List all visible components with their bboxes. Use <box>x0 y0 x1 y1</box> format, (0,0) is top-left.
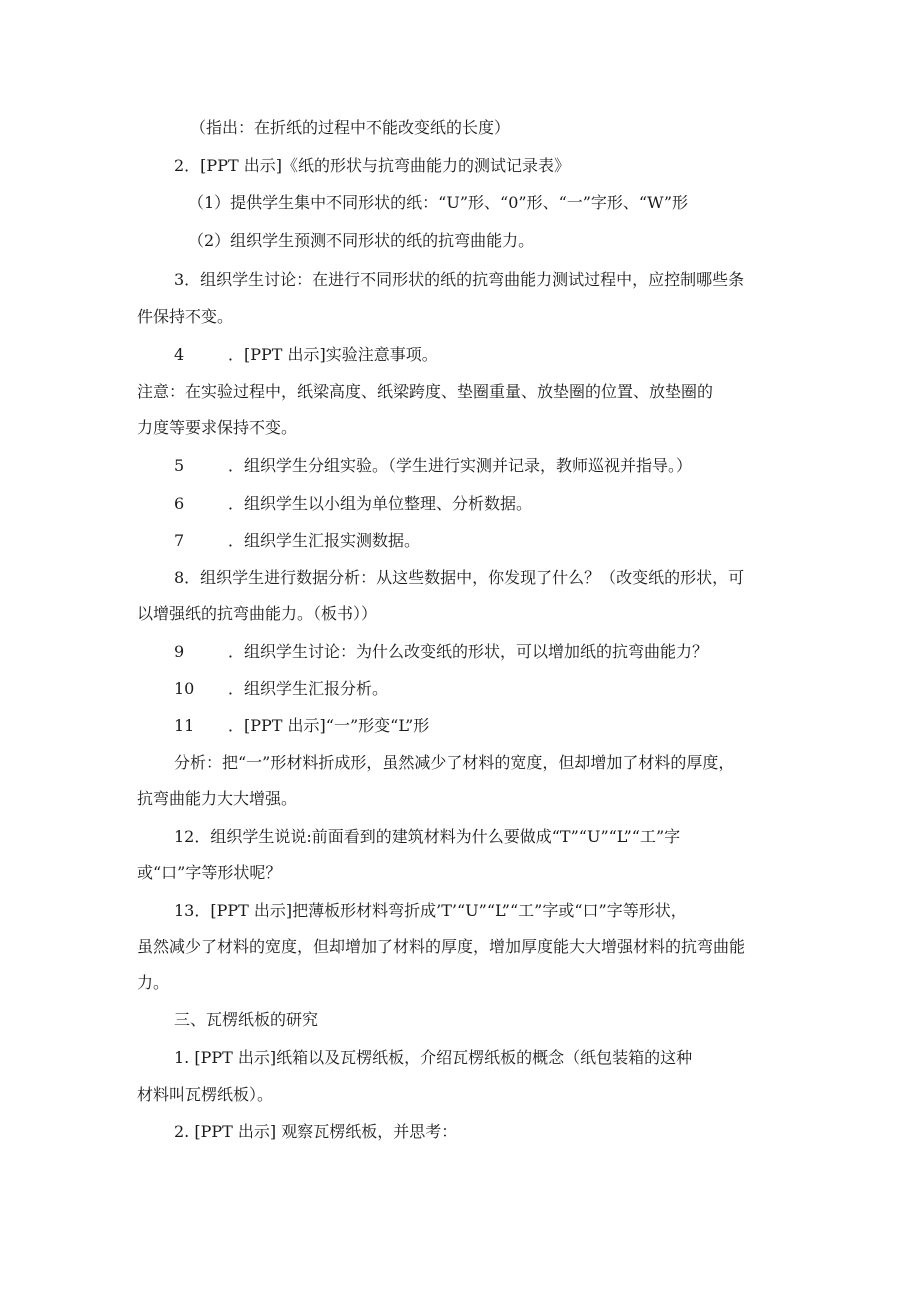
item-number: 6 <box>174 494 185 513</box>
paragraph-line: 件保持不变。 <box>137 307 234 326</box>
item-text: ．组织学生汇报分析。 <box>228 679 389 698</box>
paragraph-line: 12．组织学生说说:前面看到的建筑材料为什么要做成“T”“U”“L”“工”字 <box>174 827 681 846</box>
paragraph-line: 抗弯曲能力大大增强。 <box>137 789 298 808</box>
paragraph-line: 材料叫瓦楞纸板）。 <box>137 1085 274 1104</box>
item-number: 10 <box>174 679 195 698</box>
item-number: 11 <box>174 716 195 735</box>
paragraph-line: 分析：把“一”形材料折成形，虽然减少了材料的宽度，但却增加了材料的厚度， <box>174 753 735 772</box>
paragraph-line: 力。 <box>137 973 170 992</box>
numbered-item <box>174 345 438 365</box>
item-number: 7 <box>174 531 185 550</box>
paragraph-line: （2）组织学生预测不同形状的纸的抗弯曲能力。 <box>188 231 535 250</box>
paragraph-line: （指出：在折纸的过程中不能改变纸的长度） <box>190 118 511 137</box>
item-text: ．组织学生汇报实测数据。 <box>228 531 421 550</box>
item-number: 4 <box>174 345 185 364</box>
item-text: ．组织学生以小组为单位整理、分析数据。 <box>228 494 533 513</box>
numbered-item <box>174 679 388 699</box>
item-text: ．组织学生分组实验。（学生进行实测并记录，教师巡视并指导。） <box>228 456 693 475</box>
numbered-item <box>174 716 429 736</box>
item-text: ．[PPT 出示]实验注意事项。 <box>228 345 438 364</box>
numbered-item <box>174 456 692 476</box>
paragraph-line: 3．组织学生讨论：在进行不同形状的纸的抗弯曲能力测试过程中，应控制哪些条 <box>174 270 745 289</box>
section-heading: 三、瓦楞纸板的研究 <box>174 1010 319 1029</box>
item-text: ．组织学生讨论：为什么改变纸的形状，可以增加纸的抗弯曲能力？ <box>228 642 709 661</box>
paragraph-line: 2．[PPT 出示]《纸的形状与抗弯曲能力的测试记录表》 <box>174 156 570 175</box>
numbered-item <box>174 494 532 514</box>
item-text: ．[PPT 出示]“一”形变“L”形 <box>228 716 430 735</box>
paragraph-line: （1）提供学生集中不同形状的纸：“U”形、“0”形、“一”字形、“W”形 <box>188 193 689 212</box>
item-number: 5 <box>174 456 185 475</box>
numbered-item <box>174 531 420 551</box>
paragraph-line: 2. [PPT 出示] 观察瓦楞纸板，并思考： <box>174 1122 458 1141</box>
paragraph-line: 或“口”字等形状呢？ <box>137 863 282 882</box>
paragraph-line: 以增强纸的抗弯曲能力。（板书）） <box>137 604 378 623</box>
paragraph-line: 注意：在实验过程中，纸梁高度、纸梁跨度、垫圈重量、放垫圈的位置、放垫圈的 <box>137 382 714 401</box>
item-number: 9 <box>174 642 185 661</box>
paragraph-line: 力度等要求保持不变。 <box>137 418 298 437</box>
paragraph-line: 1. [PPT 出示]纸箱以及瓦楞纸板，介绍瓦楞纸板的概念（纸包装箱的这种 <box>174 1048 693 1067</box>
paragraph-line: 虽然减少了材料的宽度，但却增加了材料的厚度，增加厚度能大大增强材料的抗弯曲能 <box>137 937 746 956</box>
paragraph-line: 13．[PPT 出示]把薄板形材料弯折成’T’“U”“L”“工”字或“口”字等形状， <box>174 901 687 920</box>
paragraph-line: 8．组织学生进行数据分析：从这些数据中，你发现了什么？（改变纸的形状，可 <box>174 568 745 587</box>
numbered-item <box>174 642 708 662</box>
